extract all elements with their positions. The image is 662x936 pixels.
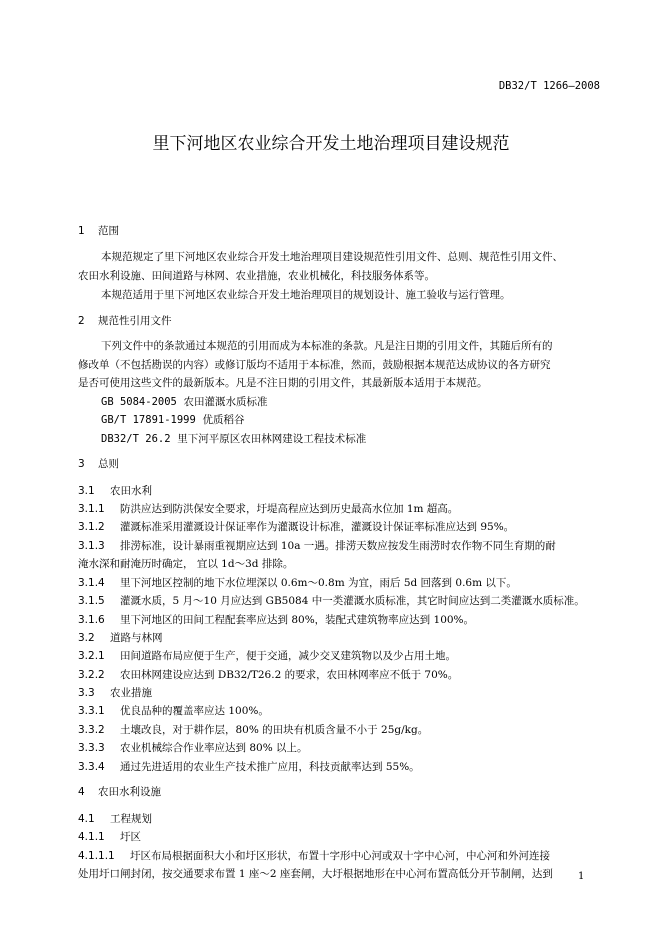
section-1-para-1: 本规范规定了里下河地区农业综合开发土地治理项目建设规范性引用文件、总则、规范性引用文件、	[101, 251, 563, 263]
clause-item: 3.2.2 农田林网建设应达到 DB32/T26.2 的要求，农田林网率应不低于 70%。	[78, 669, 459, 681]
section-1-para-2: 本规范适用于里下河地区农业综合开发土地治理项目的规划设计、施工验收与运行管理。	[101, 289, 511, 301]
clause-item: 4.1.1.1 圩区布局根据面积大小和圩区形状，布置十字形中心河或双十字中心河，中心河和外河连接	[78, 850, 550, 862]
section-heading-1: 1 范围	[78, 225, 119, 237]
clause-item-cont: 处用圩口闸封闭，按交通要求布置 1 座～2 座套闸，大圩根据地形在中心河布置高低分开节制闸，达到	[78, 868, 553, 880]
reference-item: GB/T 17891-1999 优质稻谷	[101, 414, 245, 426]
section-1-para-1-cont: 农田水利设施、田间道路与林网、农业措施，农业机械化，科技服务体系等。	[78, 270, 435, 282]
section-2-para: 下列文件中的条款通过本规范的引用而成为本标准的条款。凡是注日期的引用文件，其随后所有的	[101, 340, 553, 352]
clause-item-cont: 淹水深和耐淹历时确定， 宜以 1d～3d 排除。	[78, 558, 294, 570]
clause-item: 3.3.3 农业机械综合作业率应达到 80% 以上。	[78, 742, 308, 754]
section-heading-3: 3 总则	[78, 458, 119, 470]
clause-item: 3.1.1 防洪应达到防洪保安全要求，圩堤高程应达到历史最高水位加 1m 超高。	[78, 503, 459, 515]
reference-item: GB 5084-2005 农田灌溉水质标准	[101, 396, 268, 408]
document-title: 里下河地区农业综合开发土地治理项目建设规范	[152, 134, 510, 154]
clause-item: 3.3.4 通过先进适用的农业生产技术推广应用，科技贡献率达到 55%。	[78, 761, 420, 773]
clause-item: 3.3.1 优良品种的覆盖率应达 100%。	[78, 705, 269, 717]
section-2-para-cont-2: 是否可使用这些文件的最新版本。凡是不注日期的引用文件，其最新版本适用于本规范。	[78, 377, 488, 389]
clause-item: 3.1.5 灌溉水质，5 月～10 月应达到 GB5084 中一类灌溉水质标准，其它时间应达到二类灌溉水质标准。	[78, 595, 585, 607]
section-heading-2: 2 规范性引用文件	[78, 315, 172, 327]
clause-item: 3.1.3 排涝标准，设计暴雨重视期应达到 10a 一遇。排涝天数应按发生雨涝时农作物不同生育期的耐	[78, 540, 556, 552]
subsection-heading-4-1-1: 4.1.1 圩区	[78, 831, 141, 843]
section-heading-4: 4 农田水利设施	[78, 786, 161, 798]
subsection-heading-3-3: 3.3 农业措施	[78, 687, 152, 699]
subsection-heading-4-1: 4.1 工程规划	[78, 813, 152, 825]
document-id: DB32/T 1266—2008	[498, 80, 600, 92]
clause-item: 3.1.4 里下河地区控制的地下水位埋深以 0.6m～0.8m 为宜，雨后 5d 回落到 0.6m 以下。	[78, 577, 517, 589]
clause-item: 3.2.1 田间道路布局应便于生产，便于交通，减少交叉建筑物以及少占用土地。	[78, 650, 456, 662]
clause-item: 3.1.2 灌溉标准采用灌溉设计保证率作为灌溉设计标准，灌溉设计保证率标准应达到 95%。	[78, 521, 515, 533]
subsection-heading-3-2: 3.2 道路与林网	[78, 632, 163, 644]
clause-item: 3.1.6 里下河地区的田间工程配套率应达到 80%，装配式建筑物率应达到 100%。	[78, 614, 475, 626]
reference-item: DB32/T 26.2 里下河平原区农田林网建设工程技术标准	[101, 433, 367, 445]
section-2-para-cont-1: 修改单（不包括勘误的内容）或修订版均不适用于本标准，然而，鼓励根据本规范达成协议的各方研究	[78, 359, 551, 371]
subsection-heading-3-1: 3.1 农田水利	[78, 485, 152, 497]
clause-item: 3.3.2 土壤改良，对于耕作层，80% 的田块有机质含量不小于 25g/kg。	[78, 724, 429, 736]
page-number: 1	[578, 871, 585, 882]
